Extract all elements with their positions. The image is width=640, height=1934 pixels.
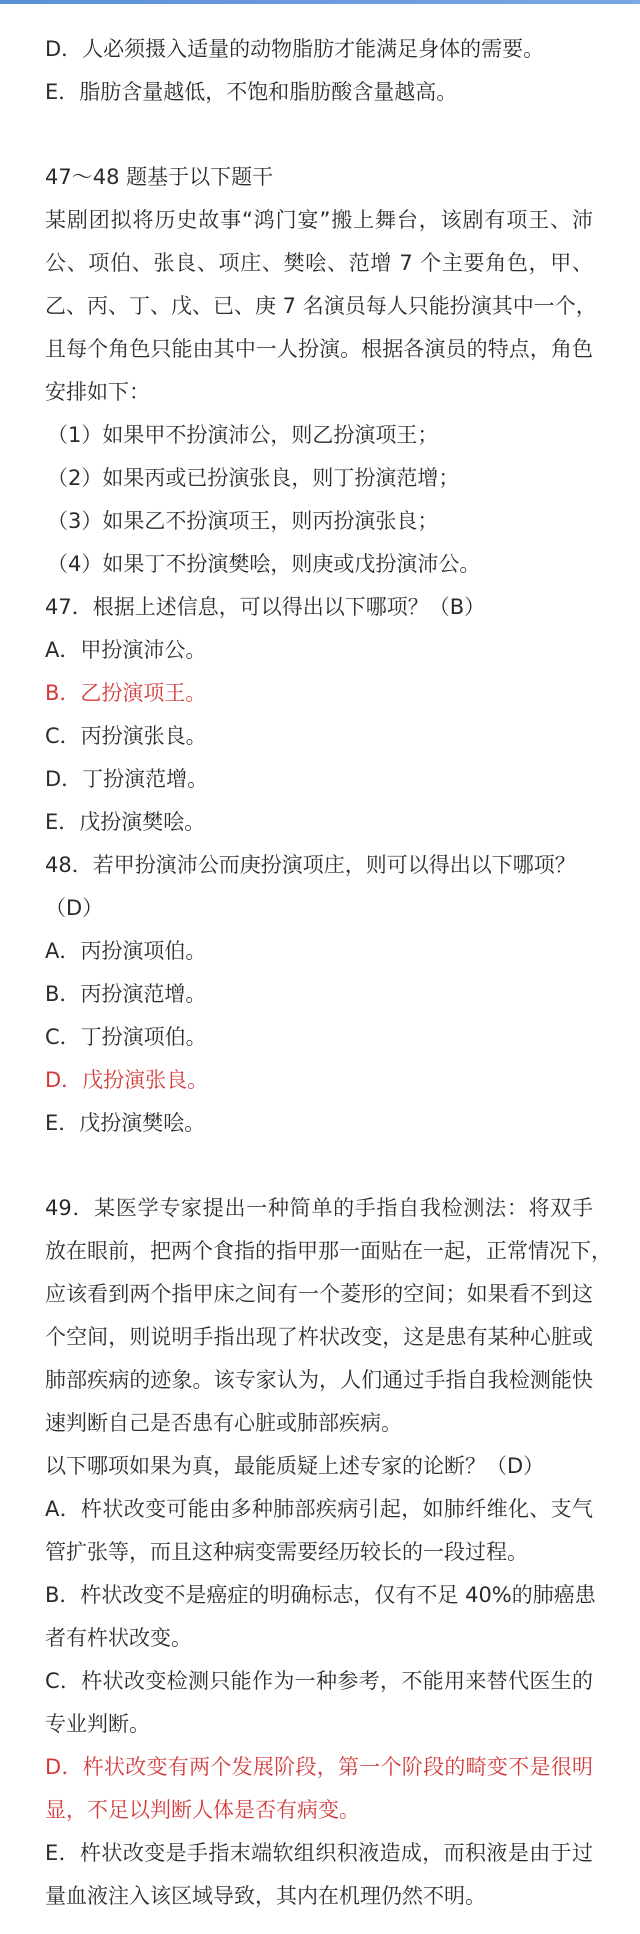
q49-stem-line: 肺部疾病的迹象。该专家认为，人们通过手指自我检测能快: [45, 1368, 593, 1392]
spacer: [45, 114, 593, 156]
passage-condition: （4）如果丁不扮演樊哙，则庚或戊扮演沛公。: [47, 552, 481, 576]
q49-option-b: B．杵状改变不是癌症的明确标志，仅有不足 40%的肺癌患: [45, 1583, 596, 1607]
q49-option-a-cont: 管扩张等，而且这种病变需要经历较长的一段过程。: [45, 1540, 528, 1564]
q49-option-a: A．杵状改变可能由多种肺部疾病引起，如肺纤维化、支气: [45, 1497, 593, 1521]
q47-stem: 47．根据上述信息，可以得出以下哪项？（B）: [45, 595, 486, 619]
q48-option-c: C．丁扮演项伯。: [45, 1025, 207, 1049]
q48-option-b: B．丙扮演范增。: [45, 982, 207, 1006]
q49-option-d-cont: 显，不足以判断人体是否有病变。: [45, 1798, 360, 1822]
passage-line: 公、项伯、张良、项庄、樊哙、范增 7 个主要角色，甲、: [45, 251, 593, 275]
passage-line: 且每个角色只能由其中一人扮演。根据各演员的特点，角色: [45, 337, 593, 361]
q48-stem: 48．若甲扮演沛公而庚扮演项庄，则可以得出以下哪项？: [45, 853, 576, 877]
q46-option-d: D．人必须摄入适量的动物脂肪才能满足身体的需要。: [45, 37, 545, 61]
q49-stem-line: 应该看到两个指甲床之间有一个菱形的空间；如果看不到这: [45, 1282, 593, 1306]
q47-option-d: D．丁扮演范增。: [45, 767, 209, 791]
exam-document: [45, 28, 612, 1918]
passage-condition: （1）如果甲不扮演沛公，则乙扮演项王；: [47, 423, 439, 447]
q49-option-e-cont: 量血液注入该区域导致，其内在机理仍然不明。: [45, 1884, 486, 1908]
q49-option-e: E．杵状改变是手指末端软组织积液造成，而积液是由于过: [45, 1841, 593, 1865]
top-accent-bar: [0, 0, 640, 4]
q49-question: 以下哪项如果为真，最能质疑上述专家的论断？（D）: [45, 1454, 545, 1478]
q48-option-e: E．戊扮演樊哙。: [45, 1111, 206, 1135]
spacer: [45, 1145, 593, 1187]
q46-option-e: E．脂肪含量越低，不饱和脂肪酸含量越高。: [45, 80, 458, 104]
passage-line: 安排如下：: [45, 380, 150, 404]
q47-option-a: A．甲扮演沛公。: [45, 638, 207, 662]
passage-line: 乙、丙、丁、戊、已、庚 7 名演员每人只能扮演其中一个，: [45, 294, 597, 318]
q49-stem-line: 速判断自己是否患有心脏或肺部疾病。: [45, 1411, 402, 1435]
passage-header: 47～48 题基于以下题干: [45, 165, 274, 189]
q49-option-c-cont: 专业判断。: [45, 1712, 150, 1736]
q47-option-e: E．戊扮演樊哙。: [45, 810, 206, 834]
passage-condition: （3）如果乙不扮演项王，则丙扮演张良；: [47, 509, 439, 533]
q49-stem-line: 个空间，则说明手指出现了杵状改变，这是患有某种心脏或: [45, 1325, 593, 1349]
q48-option-d-correct: D．戊扮演张良。: [45, 1068, 209, 1092]
q47-option-b-correct: B．乙扮演项王。: [45, 681, 207, 705]
q48-option-a: A．丙扮演项伯。: [45, 939, 207, 963]
passage-line: 某剧团拟将历史故事“鸿门宴”搬上舞台，该剧有项王、沛: [45, 208, 593, 232]
q49-option-b-cont: 者有杵状改变。: [45, 1626, 192, 1650]
q49-option-c: C．杵状改变检测只能作为一种参考，不能用来替代医生的: [45, 1669, 593, 1693]
q49-stem-line: 49．某医学专家提出一种简单的手指自我检测法：将双手: [45, 1196, 593, 1220]
q49-option-d-correct: D．杵状改变有两个发展阶段，第一个阶段的畸变不是很明: [45, 1755, 593, 1779]
q47-option-c: C．丙扮演张良。: [45, 724, 207, 748]
q49-stem-line: 放在眼前，把两个食指的指甲那一面贴在一起，正常情况下，: [45, 1239, 612, 1263]
q48-stem-answer: （D）: [45, 896, 104, 920]
passage-condition: （2）如果丙或已扮演张良，则丁扮演范增；: [47, 466, 460, 490]
